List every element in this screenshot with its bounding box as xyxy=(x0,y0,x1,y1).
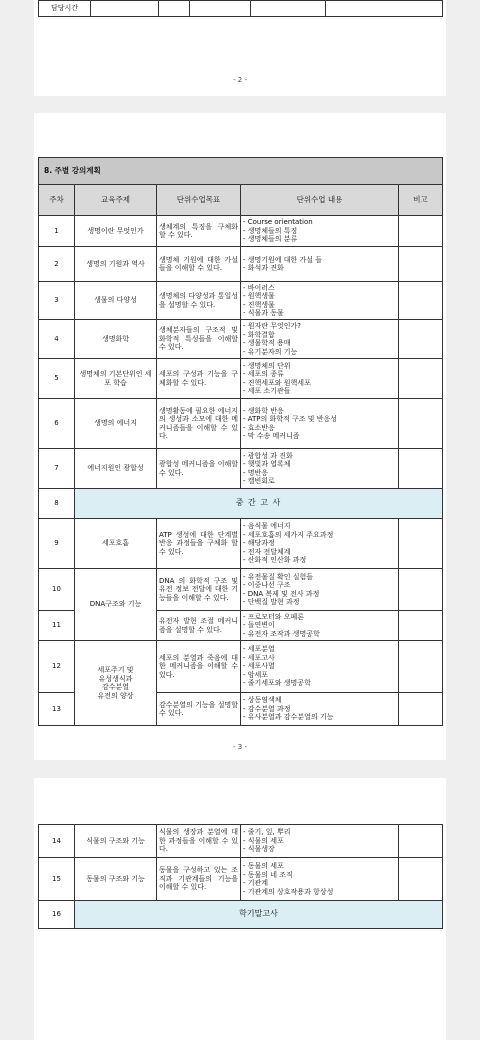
header-note: 비고 xyxy=(399,185,443,216)
content-item: - 식물생장 xyxy=(243,845,275,854)
table-row xyxy=(39,641,443,693)
goal-cell: 생명활동에 필요한 에너지의 생성과 소모에 대한 메커니즘들을 이해할 수 있다. xyxy=(157,399,241,449)
content-item: - 식물과 동물 xyxy=(243,309,284,317)
topic-line: 유성생식과 xyxy=(98,674,133,683)
content-item: - Course orientation xyxy=(243,218,313,227)
table-row xyxy=(39,858,443,901)
weekly-plan-table-continued xyxy=(38,824,443,929)
content-item: - 캘빈회로 xyxy=(243,477,275,485)
contents-cell xyxy=(241,359,399,399)
table-row xyxy=(39,449,443,489)
content-item: - 생명체의 단위 xyxy=(243,361,291,370)
contents-cell xyxy=(241,693,399,726)
content-item: - 유전자 조작과 생명공학 xyxy=(243,629,320,638)
content-item: - 기관계 xyxy=(243,879,269,887)
table-row xyxy=(39,399,443,449)
content-item: - 유사분열과 감수분열의 기능 xyxy=(243,713,334,722)
topic-cell: 생명의 기원과 역사 xyxy=(75,247,157,282)
content-item: - 프로모터와 오페론 xyxy=(243,612,305,621)
topic-cell: 생명체의 기본단위인 세포 학습 xyxy=(75,359,157,399)
note-cell xyxy=(399,611,443,641)
content-item: - 줄기, 잎, 뿌리 xyxy=(243,828,291,837)
contents-cell xyxy=(241,282,399,320)
goal-cell: 식물의 생장과 분열에 대한 과정들을 이해할 수 있다. xyxy=(157,825,241,858)
header-week: 주차 xyxy=(39,185,75,216)
weekly-plan-table xyxy=(38,157,443,726)
page-number: - 3 - xyxy=(233,743,247,751)
table-row xyxy=(39,569,443,611)
topic-line: 감수분열 xyxy=(101,683,130,691)
week-cell: 1 xyxy=(39,216,75,247)
week-cell: 12 xyxy=(39,641,75,693)
note-cell xyxy=(399,320,443,359)
content-item: - 원핵생물 xyxy=(243,292,275,300)
goal-cell: 광합성 메커니즘을 이해할 수 있다. xyxy=(157,449,241,489)
note-cell xyxy=(399,519,443,569)
week-cell: 11 xyxy=(39,611,75,641)
topic-cell: 식물의 구조와 기능 xyxy=(75,825,157,858)
content-item: - 암세포 xyxy=(243,670,269,679)
content-item: - 화석과 진화 xyxy=(243,264,284,272)
exam-row xyxy=(39,901,443,929)
table-row xyxy=(39,282,443,320)
week-cell: 16 xyxy=(39,901,75,929)
goal-cell: 동물을 구성하고 있는 조직과 기관계들의 기능을 이해할 수 있다. xyxy=(157,858,241,901)
page-2 xyxy=(34,0,446,96)
content-item: - 유전물질 확인 실험들 xyxy=(243,572,314,581)
contents-cell xyxy=(241,825,399,858)
content-item: - 명반응 xyxy=(243,468,269,477)
goal-cell: 생명체 기원에 대한 가설들을 이해할 수 있다. xyxy=(157,247,241,282)
contents-cell xyxy=(241,449,399,489)
week-cell: 10 xyxy=(39,569,75,611)
content-item: - 진핵생물 xyxy=(243,300,275,309)
table-row xyxy=(39,825,443,858)
content-item: - 해당과정 xyxy=(243,539,275,548)
final-exam-cell: 학기말고사 xyxy=(75,901,443,929)
content-item: - 산화적 인산화 과정 xyxy=(243,556,307,565)
goal-cell: 감수분열의 기능을 설명할 수 있다. xyxy=(157,693,241,726)
content-item: - 동물의 세포 xyxy=(243,862,284,870)
content-item: - 세포분열 xyxy=(243,645,275,654)
content-item: - 유기분자의 기능 xyxy=(243,347,298,356)
row-label: 담당시간 xyxy=(39,1,91,17)
week-cell: 4 xyxy=(39,320,75,359)
content-item: - 진핵세포와 원핵세포 xyxy=(243,378,311,387)
content-item: - 생물학적 용매 xyxy=(243,339,291,347)
content-item: - 생화학 반응 xyxy=(243,406,284,415)
note-cell xyxy=(399,858,443,901)
content-item: - 세포 소기관들 xyxy=(243,387,291,395)
note-cell xyxy=(399,449,443,489)
week-cell: 2 xyxy=(39,247,75,282)
note-cell xyxy=(399,247,443,282)
content-item: - 햇빛과 엽록체 xyxy=(243,460,291,468)
content-item: - 감수분열 과정 xyxy=(243,704,291,713)
note-cell xyxy=(399,399,443,449)
content-item: - 세포호흡의 세가지 주요과정 xyxy=(243,530,334,539)
content-item: - 세포사멸 xyxy=(243,662,275,671)
contents-cell xyxy=(241,216,399,247)
topic-cell: DNA구조와 기능 xyxy=(75,569,157,641)
header-topic: 교육주제 xyxy=(75,185,157,216)
content-item: - 막 수송 메커니즘 xyxy=(243,432,300,440)
topic-cell: 에너지원인 광합성 xyxy=(75,449,157,489)
content-item: - 기관계의 상호작용과 항상성 xyxy=(243,887,334,896)
contents-cell xyxy=(241,519,399,569)
goal-cell: ATP 생성에 대한 단계별 반응 과정들을 구체화 할 수 있다. xyxy=(157,519,241,569)
table-row xyxy=(39,359,443,399)
content-item: - 돌연변이 xyxy=(243,621,275,630)
week-cell: 13 xyxy=(39,693,75,726)
content-item: - 상동염색체 xyxy=(243,696,282,705)
week-cell: 3 xyxy=(39,282,75,320)
content-item: - 이중나선 구조 xyxy=(243,581,291,589)
content-item: - ATP의 화학적 구조 및 반응성 xyxy=(243,415,338,423)
content-item: - 식물의 세포 xyxy=(243,836,284,845)
topic-line: 유전의 양상 xyxy=(97,691,134,700)
contents-cell xyxy=(241,320,399,359)
note-cell xyxy=(399,825,443,858)
content-item: - 원자란 무엇인가? xyxy=(243,322,302,330)
content-item: - 광합성 과 진화 xyxy=(243,451,293,460)
page-number: - 2 - xyxy=(233,76,247,84)
goal-cell: 생체계의 특징을 구체화 할 수 있다. xyxy=(157,216,241,247)
topic-line: 세포주기 및 xyxy=(97,666,134,674)
table-row xyxy=(39,216,443,247)
week-cell: 14 xyxy=(39,825,75,858)
topic-cell: 생명의 에너지 xyxy=(75,399,157,449)
week-cell: 5 xyxy=(39,359,75,399)
topic-cell: 생물의 다양성 xyxy=(75,282,157,320)
note-cell xyxy=(399,693,443,726)
week-cell: 8 xyxy=(39,489,75,519)
content-item: - 생명체들의 특징 xyxy=(243,226,298,235)
table-row xyxy=(39,519,443,569)
table-row xyxy=(39,247,443,282)
goal-cell: DNA 의 화학적 구조 및 유전 정보 전달에 대한 기능들을 이해할 수 있다. xyxy=(157,569,241,611)
topic-cell: 세포호흡 xyxy=(75,519,157,569)
week-cell: 6 xyxy=(39,399,75,449)
content-item: - 화학결합 xyxy=(243,330,275,339)
topic-cell: 생명화학 xyxy=(75,320,157,359)
week-cell: 15 xyxy=(39,858,75,901)
contents-cell xyxy=(241,611,399,641)
goal-cell: 생명체의 다양성과 통일성을 설명할 수 있다. xyxy=(157,282,241,320)
note-cell xyxy=(399,282,443,320)
goal-cell: 세포의 구성과 기능을 구체화할 수 있다. xyxy=(157,359,241,399)
content-item: - 전자 전달체계 xyxy=(243,547,291,556)
goal-cell: 유전자 발현 조절 메커니즘을 설명할 수 있다. xyxy=(157,611,241,641)
content-item: - 생명기원에 대한 가설 들 xyxy=(243,255,323,264)
table-row xyxy=(39,320,443,359)
topic-cell: 동물의 구조와 기능 xyxy=(75,858,157,901)
week-cell: 7 xyxy=(39,449,75,489)
content-item: - 세포고사 xyxy=(243,653,275,662)
content-item: - 세포의 종류 xyxy=(243,370,284,378)
goal-cell: 세포의 분열과 죽음에 대한 메커니즘을 이해할 수 있다. xyxy=(157,641,241,693)
section-title: 8. 주별 강의계획 xyxy=(39,158,443,185)
contents-cell xyxy=(241,858,399,901)
header-goal: 단위수업목표 xyxy=(157,185,241,216)
goal-cell: 생체분자들의 구조적 및 화학적 특성들을 이해할 수 있다. xyxy=(157,320,241,359)
note-cell xyxy=(399,359,443,399)
content-item: - 바이러스 xyxy=(243,283,275,292)
midterm-exam-cell: 중 간 고 사 xyxy=(75,489,443,519)
topic-cell xyxy=(75,641,157,726)
exam-row xyxy=(39,489,443,519)
contents-cell xyxy=(241,641,399,693)
content-item: - 줄기세포와 생명공학 xyxy=(243,679,311,688)
page-4 xyxy=(34,778,446,1040)
content-item: - 효소반응 xyxy=(243,423,275,432)
header-contents: 단위수업 내용 xyxy=(241,185,399,216)
page-3 xyxy=(34,113,446,760)
note-cell xyxy=(399,641,443,693)
content-item: - 생명체들의 분류 xyxy=(243,235,298,244)
note-cell xyxy=(399,569,443,611)
content-item: - DNA 복제 및 전사 과정 xyxy=(243,589,320,598)
note-cell xyxy=(399,216,443,247)
contents-cell xyxy=(241,569,399,611)
page-2-table xyxy=(38,0,443,17)
content-item: - 단백질 발현 과정 xyxy=(243,598,300,606)
contents-cell xyxy=(241,399,399,449)
content-item: - 동물의 네 조직 xyxy=(243,870,293,879)
contents-cell xyxy=(241,247,399,282)
week-cell: 9 xyxy=(39,519,75,569)
content-item: - 음식물 에너지 xyxy=(243,522,291,531)
topic-cell: 생명이란 무엇인가 xyxy=(75,216,157,247)
